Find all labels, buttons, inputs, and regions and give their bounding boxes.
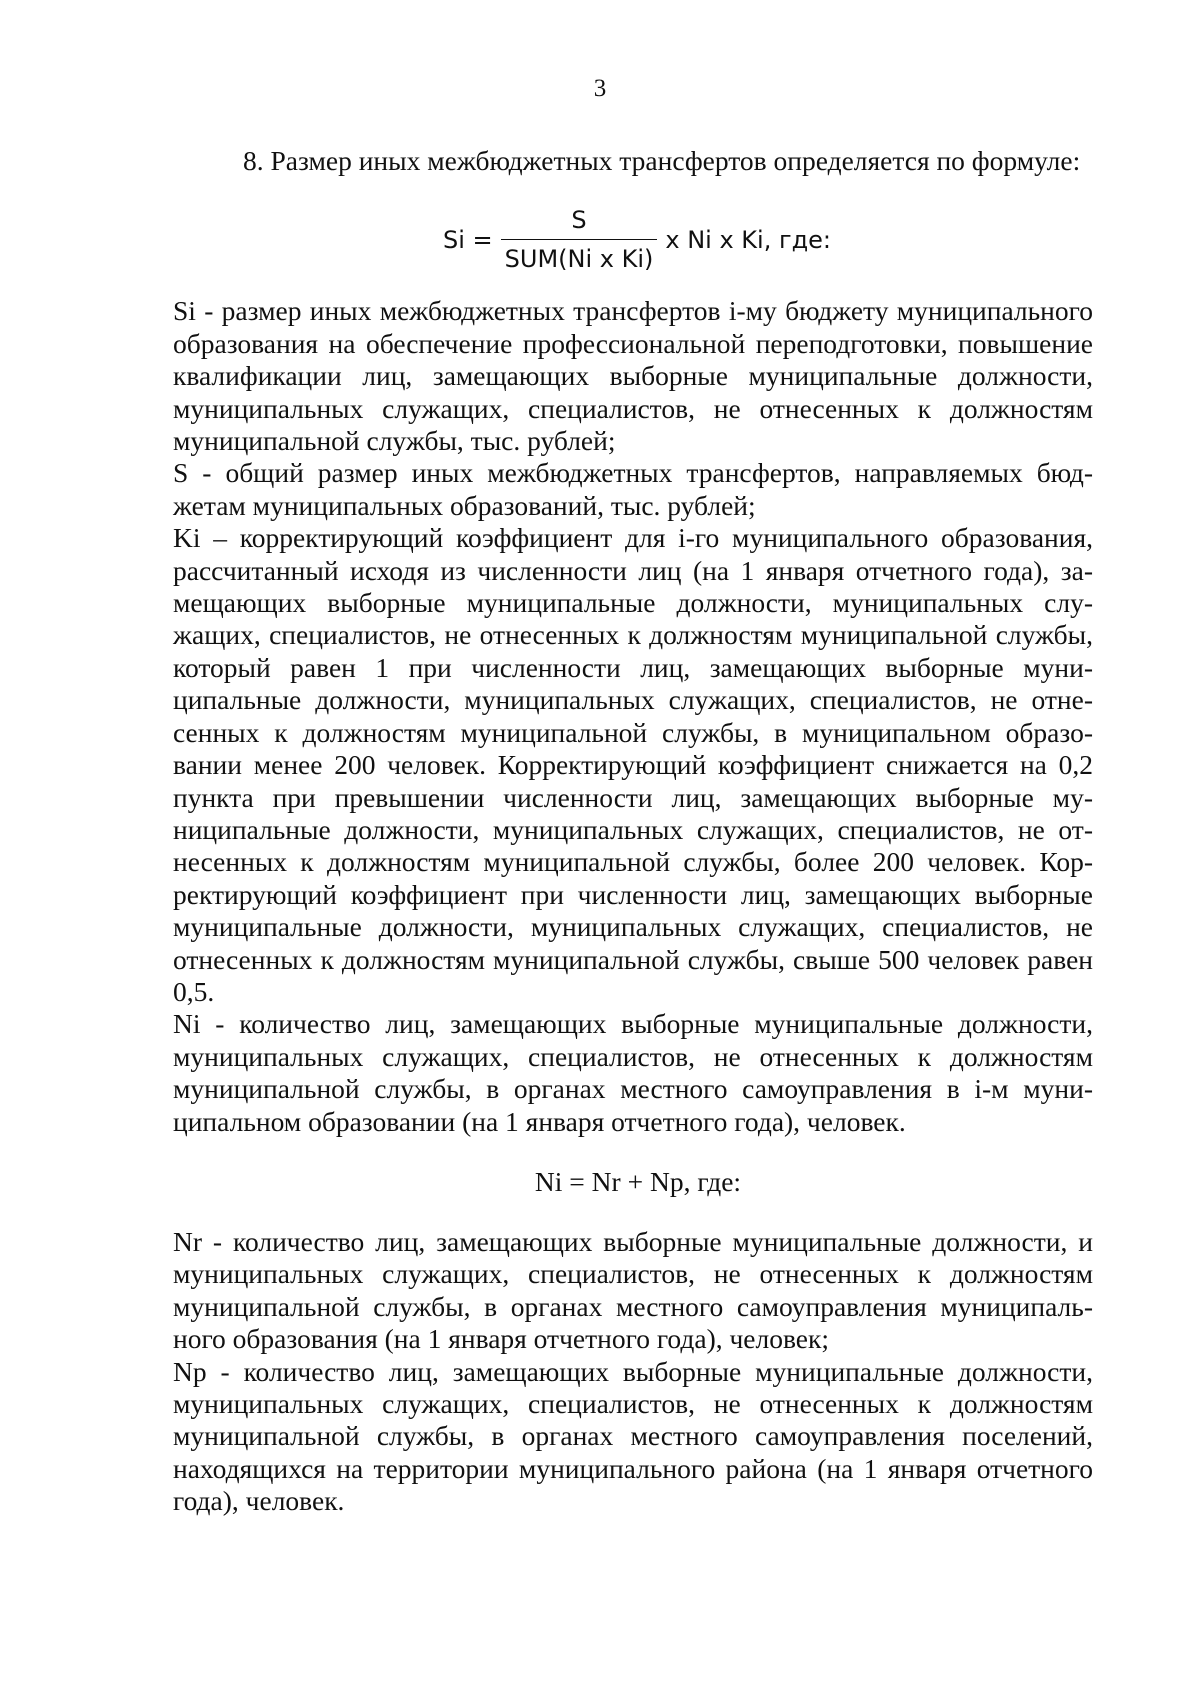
definition-ki: Ki – корректирующий коэффициент для i-го муниципального образования, рассчитанный исходя из численности лиц (на 1 января отчетного года), замещающих выборные муниципальные должности, муниципальных служащих, специалистов, не отнесенных к должностям муниципальной службы, который равен 1 при численности лиц, замещающих выборные муниципальные должности, муниципальных служащих, специалистов, не отнесенных к должностям муниципальной службы, в муниципальном образовании менее 200 человек. Корректирующий коэффициент снижается на 0,2 пункта при превышении численности лиц, замещающих выборные муниципальные должности, муниципальных служащих, специалистов, не отнесенных к должностям муниципальной службы, более 200 человек. Корректирующий коэффициент при численности лиц, замещающих выборные муниципальные должности, муниципальных служащих, специалистов, не отнесенных к должностям муниципальной службы, свыше 500 человек равен 0,5. — [173, 522, 1093, 1007]
ni-formula: Ni = Nr + Np, где: — [534, 1165, 742, 1197]
intro-paragraph: 8. Размер иных межбюджетных трансфертов определяется по формуле: — [243, 145, 1081, 176]
definition-nr: Nr - количество лиц, замещающих выборные муниципальные должности, и муниципальных служащих, специалистов, не отнесенных к должностям муниципальной службы, в органах местного самоуправления муниципального образования (на 1 января отчетного года), человек; — [173, 1225, 1093, 1355]
document-body — [173, 145, 1093, 1518]
definition-si: Si - размер иных межбюджетных трансфертов i-му бюджету муниципального образования на обеспечение профессиональной переподготовки, повышение квалификации лиц, замещающих выборные муниципальные должности, муниципальных служащих, специалистов, не отнесенных к должностям муниципальной службы, тыс. рублей; — [173, 295, 1093, 457]
formula-fraction — [505, 205, 654, 274]
definition-s: S - общий размер иных межбюджетных трансфертов, направляемых бюджетам муниципальных образований, тыс. рублей; — [173, 457, 1093, 521]
formula-lhs: Si = — [443, 225, 493, 254]
definition-np: Np - количество лиц, замещающих выборные муниципальные должности, муниципальных служащих, специалистов, не отнесенных к должностям муниципальной службы, в органах местного самоуправления поселений, находящихся на территории муниципального района (на 1 января отчетного года), человек. — [173, 1355, 1093, 1517]
transfer-formula-expression — [443, 205, 831, 274]
formula-rhs: x Ni x Ki, где: — [665, 225, 832, 254]
formula-denominator: SUM(Ni x Ki) — [504, 245, 654, 274]
definition-ni: Ni - количество лиц, замещающих выборные муниципальные должности, муниципальных служащих, специалистов, не отнесенных к должностям муниципальной службы, в органах местного самоуправления в i-м муниципальном образовании (на 1 января отчетного года), человек. — [173, 1008, 1093, 1137]
page-number: 3 — [593, 75, 607, 102]
formula-numerator: S — [501, 205, 658, 240]
transfer-formula — [173, 177, 1093, 295]
